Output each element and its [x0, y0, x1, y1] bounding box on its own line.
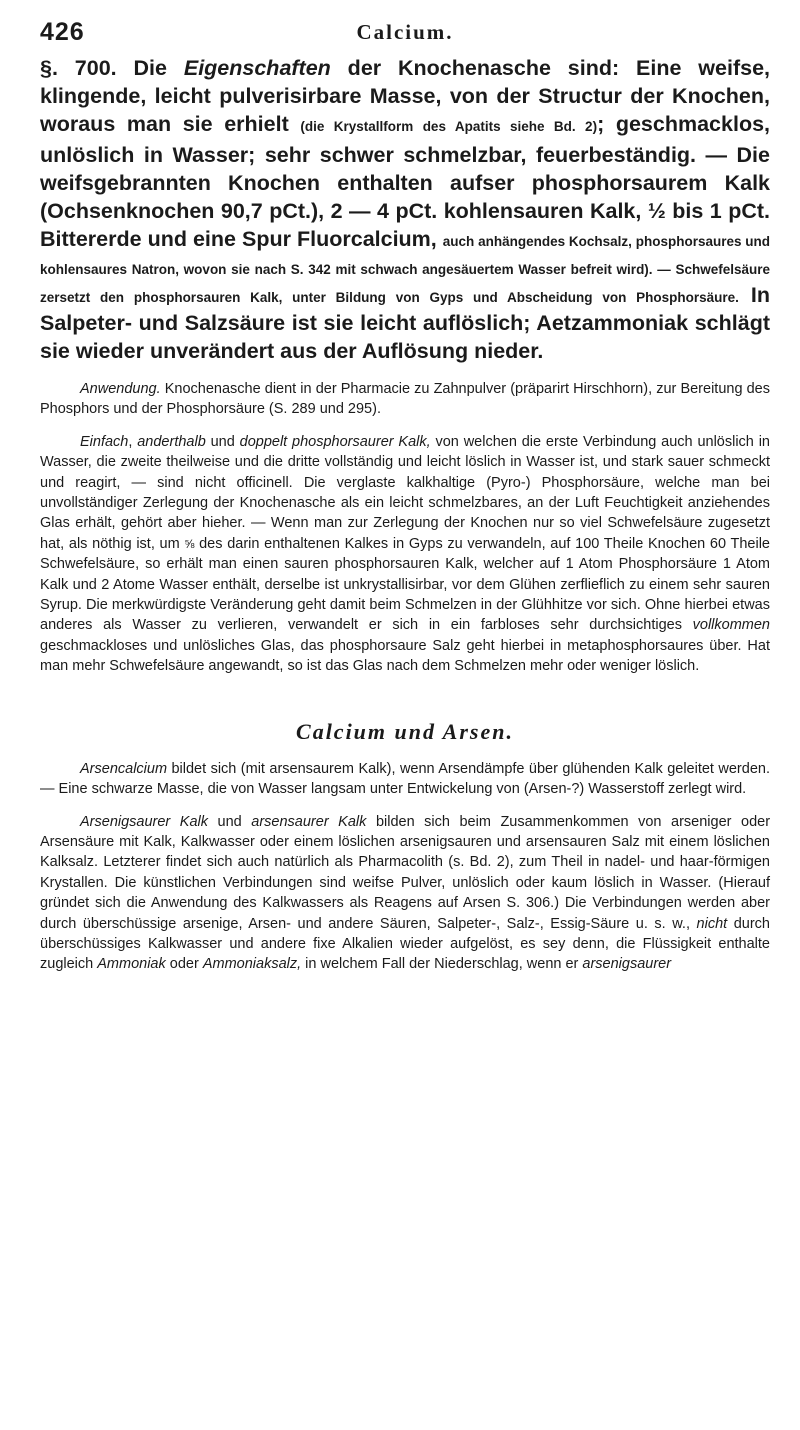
kalk-text-b: des darin enthaltenen Kalkes in Gyps zu verwandeln, auf 100 Theile Knochen 60 Theile Schwefelsäure, so erhält man einen sauren phosphorsauren Kalk, welcher auf 1 Atom Phosphorsäure 1 Atom Kalk und 2 Atome Wasser enthält, derselbe ist unkrystallisirbar, vor dem Glühen zerflieflich zu einem sehr sauren Syrup. Die merkwürdigste Veränderung geht damit beim Schmelzen in der Glühhitze vor sich. Ohne hierbei etwas anderes als Wasser zu verlieren, verwandelt er sich in ein farbloses sehr durchsichtiges [40, 535, 770, 634]
paragraph-phosphorsaurer-kalk [40, 432, 770, 677]
kalk-sep-1: , [128, 433, 138, 450]
kalk-text-c: geschmackloses und unlösliches Glas, das phosphorsaure Salz geht hierbei in metaphosphorsaures über. Hat man mehr Schwefelsäure angewandt, so ist das Glas nach dem Schmelzen mehr oder weniger löslich. [40, 637, 770, 675]
lead-note-kochsalz: auch anhängendes Kochsalz, phosphorsaures und kohlensaures Natron, wovon sie nach S. 342 mit schwach angesäuertem Wasser befreit wird). — Schwefelsäure zersetzt den phosphorsauren Kalk, unter Bildung von Gyps und Abscheidung von Phosphorsäure. [40, 234, 771, 305]
arsenig-arsenigsaurer: arsenigsaurer [582, 956, 672, 973]
kalk-label-3: doppelt phosphorsaurer Kalk, [239, 433, 431, 450]
arsenig-label-1: Arsenigsaurer Kalk [80, 813, 209, 830]
paragraph-anwendung [40, 379, 770, 420]
section-heading: Calcium und Arsen. [296, 718, 514, 744]
lead-text-1: Die [116, 56, 184, 80]
arsenig-ammoniaksalz: Ammoniaksalz, [202, 956, 302, 973]
page-number: 426 [40, 18, 85, 46]
arsencalcium-label: Arsencalcium [80, 760, 168, 777]
arsenig-text-b: durch überschüssiges Kalkwasser und andere fixe Alkalien wieder aufgelöst, es sey denn, die Flüssigkeit enthalte zugleich [40, 915, 770, 973]
kalk-label-1: Einfach [80, 433, 129, 450]
arsenig-text-a: bilden sich beim Zusammenkommen von arseniger oder Arsensäure mit Kalk, Kalkwasser oder einem löslichen arsenigsauren und arsensauren Salz mit einem löslichen Kalksalz. Letzterer findet sich auch natürlich als Pharmacolith (s. Bd. 2), zum Theil in nadel- und haar-förmigen Krystallen. Die künstlichen Verbindungen sind weifse Pulver, unlöslich oder kaum löslich in Wasser. (Hierauf gründet sich die Anwendung des Kalkwassers als Reagens auf Arsen S. 306.) Die Verbindungen werden aber durch überschüssige arsenige, Arsen- und andere Säuren, Salpeter-, Salz-, Essig-Säure u. s. w., [40, 813, 771, 932]
kalk-label-2: anderthalb [137, 433, 206, 450]
kalk-fraction: ⅝ [184, 536, 195, 551]
arsenig-label-2: arsensaurer Kalk [251, 813, 367, 830]
arsenig-nicht: nicht [696, 915, 728, 932]
arsenig-oder: oder [165, 956, 203, 973]
lead-note-apatite: (die Krystallform des Apatits siehe Bd. 2) [300, 119, 598, 134]
lead-text-4: ; geschmacklos, unlöslich in Wasser; sehr schwer schmelzbar, feuerbeständig. — Die weifsgebrannten Knochen enthalten aufser phosphorsaurem Kalk (Ochsenknochen 90,7 pCt.), 2 — 4 pCt. kohlensauren Kalk, ½ bis 1 pCt. Bittererde und eine Spur Fluorcalcium, [40, 112, 771, 251]
page-header [40, 12, 770, 52]
arsencalcium-text: bildet sich (mit arsensaurem Kalk), wenn Arsendämpfe über glühenden Kalk geleitet werden. — Eine schwarze Masse, die von Wasser langsam unter Entwickelung von (Arsen-?) Wasserstoff zerlegt wird. [40, 760, 770, 798]
anwendung-label: Anwendung. [80, 381, 161, 397]
kalk-italic-word: vollkommen [692, 617, 770, 634]
arsenig-sep: und [208, 813, 252, 830]
paragraph-arsencalcium [40, 759, 770, 800]
running-head: Calcium. [356, 20, 454, 44]
arsenig-text-c: in welchem Fall der Niederschlag, wenn er [301, 956, 583, 973]
lead-italic-term: Eigenschaften [183, 56, 331, 80]
paragraph-properties [40, 54, 770, 365]
kalk-text-a: von welchen die erste Verbindung auch unlöslich in Wasser, die zweite theilweise und die dritte vollständig und leicht löslich in Wasser ist, und stark sauer schmeckt und reagirt, — sind nicht officinell. Die verglaste kalkhaltige (Pyro-) Phosphorsäure, welche man bei unvollständiger Zerlegung der Knochenasche als ein leicht schmelzbares, an der Luft Feuchtigkeit anziehendes Glas erhält, gehört aber hieher. — Wenn man zur Zerlegung der Knochen nur so viel Schwefelsäure zugesetzt hat, als nöthig ist, um [40, 433, 770, 552]
lead-text-3: der Knochenasche sind: Eine weifse, klingende, leicht pulverisirbare Masse, von der Structur der Knochen, woraus man sie erhielt [40, 56, 771, 136]
kalk-sep-2: und [205, 433, 240, 450]
anwendung-text: Knochenasche dient in der Pharmacie zu Zahnpulver (präparirt Hirschhorn), zur Bereitung des Phosphors und der Phosphorsäure (S. 289 und 295). [40, 381, 770, 418]
section-mark: §. 700. [40, 56, 117, 80]
lead-text-5: In Salpeter- und Salzsäure ist sie leicht auflöslich; Aetzammoniak schlägt sie wieder unverändert aus der Auflösung nieder. [40, 283, 770, 363]
arsenig-ammoniak: Ammoniak [97, 956, 166, 973]
paragraph-arsenigsaurer-kalk [40, 812, 770, 975]
